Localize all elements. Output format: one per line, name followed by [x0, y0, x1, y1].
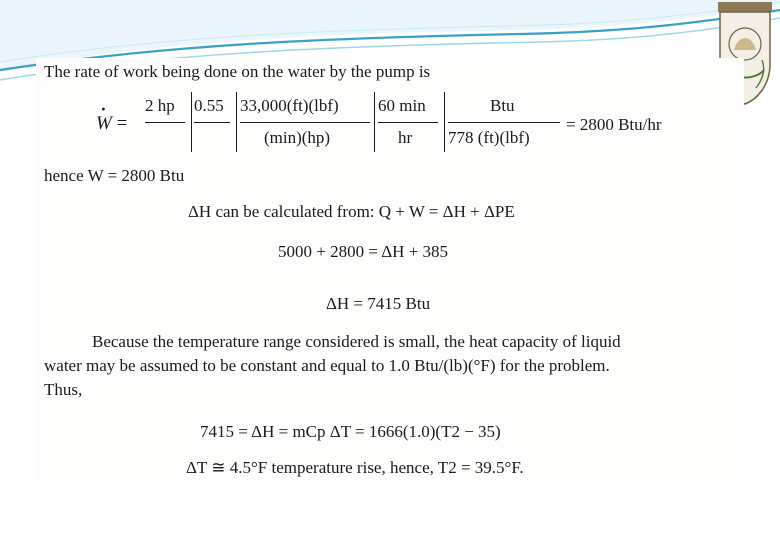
work-rate-lhs: · W =: [96, 113, 127, 135]
factor-hp-to-ftlb: 33,000(ft)(lbf) (min)(hp): [240, 92, 372, 156]
factor-efficiency: 0.55: [194, 92, 234, 156]
temperature-conclusion: ΔT ≅ 4.5°F temperature rise, hence, T2 = 39.5°F.: [186, 458, 524, 477]
hence-work-line: hence W = 2800 Btu: [44, 166, 185, 185]
energy-balance-line: ΔH can be calculated from: Q + W = ΔH + ΔPE: [188, 202, 515, 221]
substitution-line: 5000 + 2800 = ΔH + 385: [278, 242, 449, 261]
intro-text: The rate of work being done on the water by the pump is: [44, 62, 431, 81]
paragraph-line-3: Thus,: [44, 380, 83, 399]
paragraph-line-1: Because the temperature range considered is small, the heat capacity of liquid: [92, 332, 621, 351]
factor-min-to-hr: 60 min hr: [378, 92, 438, 156]
factor-hp: 2 hp: [145, 92, 189, 156]
work-rate-result: = 2800 Btu/hr: [566, 115, 662, 134]
delta-h-result: ΔH = 7415 Btu: [326, 294, 431, 313]
temperature-equation: 7415 = ΔH = mCp ΔT = 1666(1.0)(T2 − 35): [200, 422, 501, 441]
factor-ftlb-to-btu: Btu 778 (ft)(lbf): [448, 92, 564, 156]
paragraph-line-2: water may be assumed to be constant and equal to 1.0 Btu/(lb)(°F) for the problem.: [44, 356, 610, 375]
